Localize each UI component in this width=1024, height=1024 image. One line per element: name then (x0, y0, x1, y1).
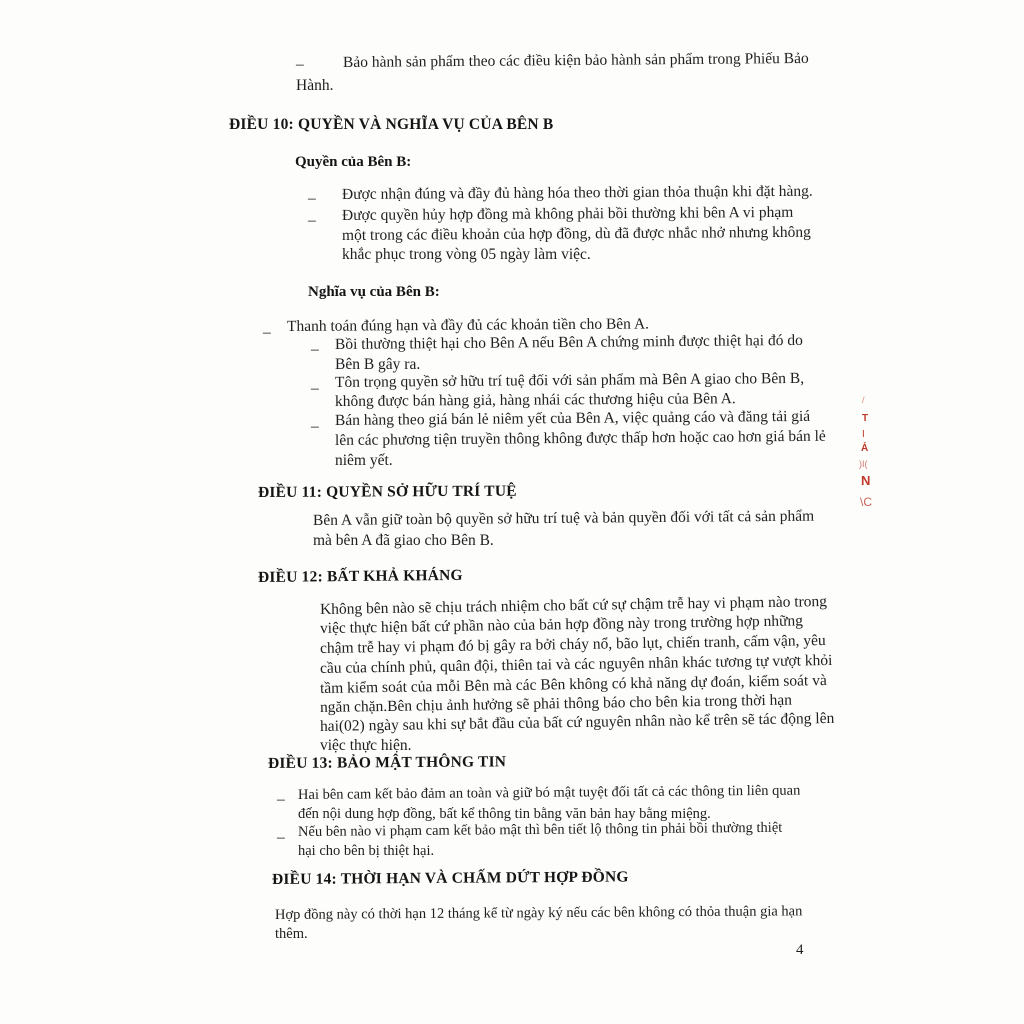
dieu12-line-8: việc thực hiện. (320, 737, 412, 754)
section-heading-dieu10: ĐIỀU 10: QUYỀN VÀ NGHĨA VỤ CỦA BÊN B (229, 116, 554, 133)
duties-item-1-line-1: Thanh toán đúng hạn và đầy đủ các khoản tiền cho Bên A. (286, 315, 650, 335)
bullet-dash: – (308, 212, 316, 229)
sec9-line-2: Hành. (296, 77, 334, 94)
dieu12-line-1: Không bên nào sẽ chịu trách nhiệm cho bất cứ sự chậm trễ hay vi phạm nào trong (319, 593, 828, 618)
bullet-dash: – (296, 56, 304, 73)
dieu13-item-1-line-1: Hai bên cam kết bảo đảm an toàn và giữ bó mật tuyệt đối tất cả các thông tin liên quan (297, 782, 801, 803)
duties-item-4-line-3: niêm yết. (335, 452, 393, 469)
dieu12-line-3: chậm trễ hay vi phạm đó bị gây ra bởi cháy nổ, bão lụt, chiến tranh, cấm vận, yêu (319, 632, 826, 657)
rights-item-2-line-2: một trong các điều khoản của hợp đồng, dù đã được nhắc nhở nhưng không (341, 223, 811, 244)
bullet-dash: – (311, 380, 319, 397)
dieu13-item-2-line-2: hại cho bên bị thiệt hại. (298, 843, 435, 859)
dieu14-line-1: Hợp đồng này có thời hạn 12 tháng kể từ ngày ký nếu các bên không có thỏa thuận gia hạn (274, 903, 803, 923)
bullet-dash: – (311, 341, 319, 358)
rights-item-1-line-1: Được nhận đúng và đầy đủ hàng hóa theo thời gian thỏa thuận khi đặt hàng. (341, 182, 813, 203)
dieu12-line-2: việc thực hiện bất cứ phần nào của bản hợp đồng này trong trường hợp những (319, 612, 804, 637)
section-heading-dieu11: ĐIỀU 11: QUYỀN SỞ HỮU TRÍ TUỆ (257, 482, 517, 501)
stamp-mark: / (862, 395, 865, 405)
section-heading-dieu12: ĐIỀU 12: BẤT KHẢ KHÁNG (257, 566, 463, 586)
section-heading-dieu13: ĐIỀU 13: BẢO MẬT THÔNG TIN (267, 753, 507, 772)
stamp-char: N (861, 473, 871, 488)
duties-item-3-line-1: Tôn trọng quyền sở hữu trí tuệ đối với sản phẩm mà Bên A giao cho Bên B, (334, 369, 805, 391)
duties-item-3-line-2: không được bán hàng giả, hàng nhái các thương hiệu của Bên A. (334, 390, 736, 410)
dieu13-item-1-line-2: đến nội dung hợp đồng, bất kể thông tin bằng văn bản hay bằng miệng. (298, 806, 711, 822)
sec9-line-1: Bảo hành sản phẩm theo các điều kiện bảo hành sản phẩm trong Phiếu Bảo (342, 49, 809, 71)
dieu12-line-5: tầm kiểm soát của mỗi Bên mà các Bên không có khả năng dự đoán, kiểm soát và (319, 672, 827, 697)
duties-item-2-line-1: Bồi thường thiệt hại cho Bên A nếu Bên A chứng minh được thiệt hại đó do (334, 331, 803, 353)
dieu11-line-2: mà bên A đã giao cho Bên B. (313, 532, 494, 549)
bullet-dash: – (308, 190, 316, 207)
bullet-dash: – (311, 418, 319, 435)
dieu12-line-4: cầu của chính phủ, quân đội, thiên tai và các nguyên nhân khác tương tự vượt khỏi (319, 651, 833, 677)
rights-item-2-line-3: khắc phục trong vòng 05 ngày làm việc. (342, 246, 591, 263)
duties-item-4-line-2: lên các phương tiện truyền thông không được thấp hơn hoặc cao hơn giá bán lẻ (334, 427, 826, 449)
dieu11-line-1: Bên A vẫn giữ toàn bộ quyền sở hữu trí tuệ và bản quyền đối với tất cả sản phẩm (312, 507, 815, 529)
bullet-dash: – (277, 829, 285, 846)
dieu12-line-7: hai(02) ngày sau khi sự bắt đầu của bất cứ nguyên nhân nào kể trên sẽ tác động lên (319, 709, 835, 735)
rights-subheading: Quyền của Bên B: (295, 154, 412, 170)
bullet-dash: – (277, 791, 285, 808)
stamp-mark: \C (860, 495, 872, 509)
stamp-char: T (862, 413, 869, 424)
stamp-mark: )I( (859, 459, 868, 469)
rights-item-2-line-1: Được quyền hủy hợp đồng mà không phải bồi thường khi bên A vi phạm (341, 203, 794, 224)
dieu14-line-2: thêm. (275, 926, 308, 942)
dieu12-line-6: ngăn chặn.Bên chịu ảnh hưởng sẽ phải thông báo cho bên kia trong thời hạn (319, 691, 793, 716)
stamp-fragment (858, 395, 878, 535)
page-number: 4 (796, 942, 804, 958)
duties-item-2-line-2: Bên B gây ra. (335, 356, 421, 373)
bullet-dash: – (263, 324, 271, 341)
duties-subheading: Nghĩa vụ của Bên B: (308, 284, 440, 300)
stamp-char: Ả (861, 443, 869, 454)
section-heading-dieu14: ĐIỀU 14: THỜI HẠN VÀ CHẤM DỨT HỢP ĐỒNG (271, 868, 629, 888)
stamp-char: I (862, 429, 865, 440)
duties-item-4-line-1: Bán hàng theo giá bán lẻ niêm yết của Bên A, việc quảng cáo và đăng tải giá (334, 407, 811, 429)
dieu13-item-2-line-1: Nếu bên nào vi phạm cam kết bảo mật thì bên tiết lộ thông tin phải bồi thường thiệt (297, 819, 783, 840)
